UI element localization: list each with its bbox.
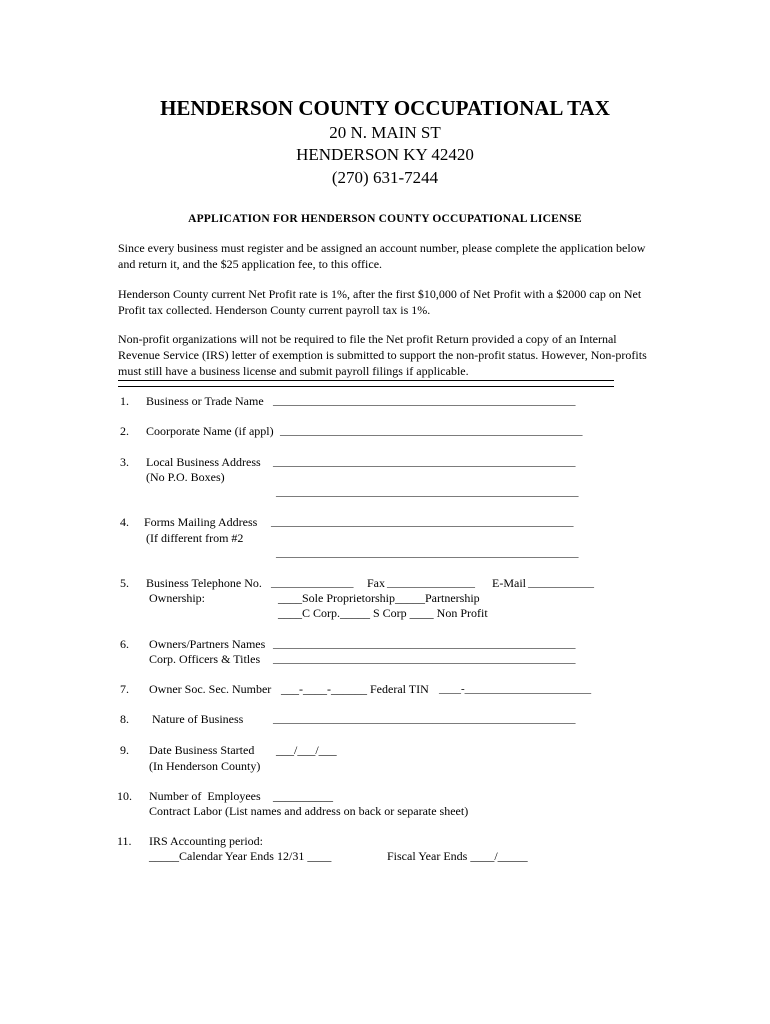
field-number: 11. <box>117 834 132 848</box>
ownership-label: Ownership: <box>149 591 205 605</box>
employees-label: Number of Employees <box>149 789 261 803</box>
fax-field[interactable]: ________________ <box>387 577 475 589</box>
local-address-field-2[interactable]: _______________________________________________________ <box>276 486 579 498</box>
date-started-field[interactable]: ___/___/___ <box>276 743 337 757</box>
business-name-field[interactable]: _______________________________________________________ <box>273 395 576 407</box>
field-number: 7. <box>120 682 129 696</box>
irs-accounting-label: IRS Accounting period: <box>149 834 263 848</box>
telephone-field[interactable]: _______________ <box>271 577 354 589</box>
intro-paragraph: Since every business must register and be assigned an account number, please complete the application below and return it, and the $25 application fee, to this office. <box>118 241 646 271</box>
field-number: 8. <box>120 712 129 726</box>
field-number: 6. <box>120 637 129 651</box>
page-title: HENDERSON COUNTY OCCUPATIONAL TAX <box>160 96 610 120</box>
contract-labor-note: Contract Labor (List names and address on back or separate sheet) <box>149 804 469 818</box>
field-number: 10. <box>117 789 132 803</box>
date-started-label: Date Business Started <box>149 743 255 757</box>
fiscal-year-field[interactable]: Fiscal Year Ends ____/_____ <box>387 849 528 863</box>
nature-of-business-label: Nature of Business <box>152 712 244 726</box>
calendar-year-field[interactable]: _____Calendar Year Ends 12/31 ____ <box>149 849 332 863</box>
field-number: 4. <box>120 515 129 529</box>
if-different-note: (If different from #2 <box>146 531 244 545</box>
no-po-boxes-note: (No P.O. Boxes) <box>146 470 225 484</box>
field-number: 2. <box>120 424 129 438</box>
ownership-options-row-1[interactable]: ____Sole Proprietorship_____Partnership <box>278 591 480 605</box>
employees-field[interactable]: __________ <box>273 789 333 803</box>
officers-titles-field[interactable]: _______________________________________________________ <box>273 653 576 665</box>
ssn-label: Owner Soc. Sec. Number <box>149 682 272 696</box>
owners-names-label: Owners/Partners Names <box>149 637 266 651</box>
local-address-field[interactable]: _______________________________________________________ <box>273 456 576 468</box>
phone-number: (270) 631-7244 <box>331 168 439 187</box>
officers-titles-label: Corp. Officers & Titles <box>149 652 261 666</box>
street-address: 20 N. MAIN ST <box>329 123 441 142</box>
nonprofit-paragraph: Non-profit organizations will not be required to file the Net profit Return provided a copy of an Internal Revenue Service (IRS) letter of exemption is submitted to support the non-profit status. However, Non-profits must still have a business license and submit payroll filings if applicable. <box>118 332 647 378</box>
nature-of-business-field[interactable]: _______________________________________________________ <box>273 713 576 725</box>
field-number: 1. <box>120 394 129 408</box>
section-divider <box>118 380 614 387</box>
city-state-zip: HENDERSON KY 42420 <box>296 145 474 164</box>
business-name-label: Business or Trade Name <box>146 394 264 408</box>
email-field[interactable]: ____________ <box>528 577 594 589</box>
ssn-field[interactable]: ___-____-______ <box>281 682 367 696</box>
mailing-address-label: Forms Mailing Address <box>144 515 258 529</box>
tax-rate-paragraph: Henderson County current Net Profit rate is 1%, after the first $10,000 of Net Profit with a $2000 cap on Net Profit tax collected. Henderson County current payroll tax is 1%. <box>118 287 642 317</box>
corporate-name-field[interactable]: _______________________________________________________ <box>280 425 583 437</box>
owners-names-field[interactable]: _______________________________________________________ <box>273 638 576 650</box>
mailing-address-field[interactable]: _______________________________________________________ <box>271 516 574 528</box>
field-number: 3. <box>120 455 129 469</box>
corporate-name-label: Coorporate Name (if appl) <box>146 424 274 438</box>
ownership-options-row-2[interactable]: ____C Corp._____ S Corp ____ Non Profit <box>278 606 488 620</box>
federal-tin-field[interactable]: ____-_______________________ <box>439 683 592 695</box>
henderson-county-note: (In Henderson County) <box>149 759 261 773</box>
field-number: 5. <box>120 576 129 590</box>
application-title: APPLICATION FOR HENDERSON COUNTY OCCUPATIONAL LICENSE <box>188 213 582 225</box>
local-address-label: Local Business Address <box>146 455 261 469</box>
email-label: E-Mail <box>492 576 526 590</box>
fax-label: Fax <box>367 576 385 590</box>
federal-tin-label: Federal TIN <box>370 682 429 696</box>
mailing-address-field-2[interactable]: _______________________________________________________ <box>276 547 579 559</box>
field-number: 9. <box>120 743 129 757</box>
telephone-label: Business Telephone No. <box>146 576 262 590</box>
